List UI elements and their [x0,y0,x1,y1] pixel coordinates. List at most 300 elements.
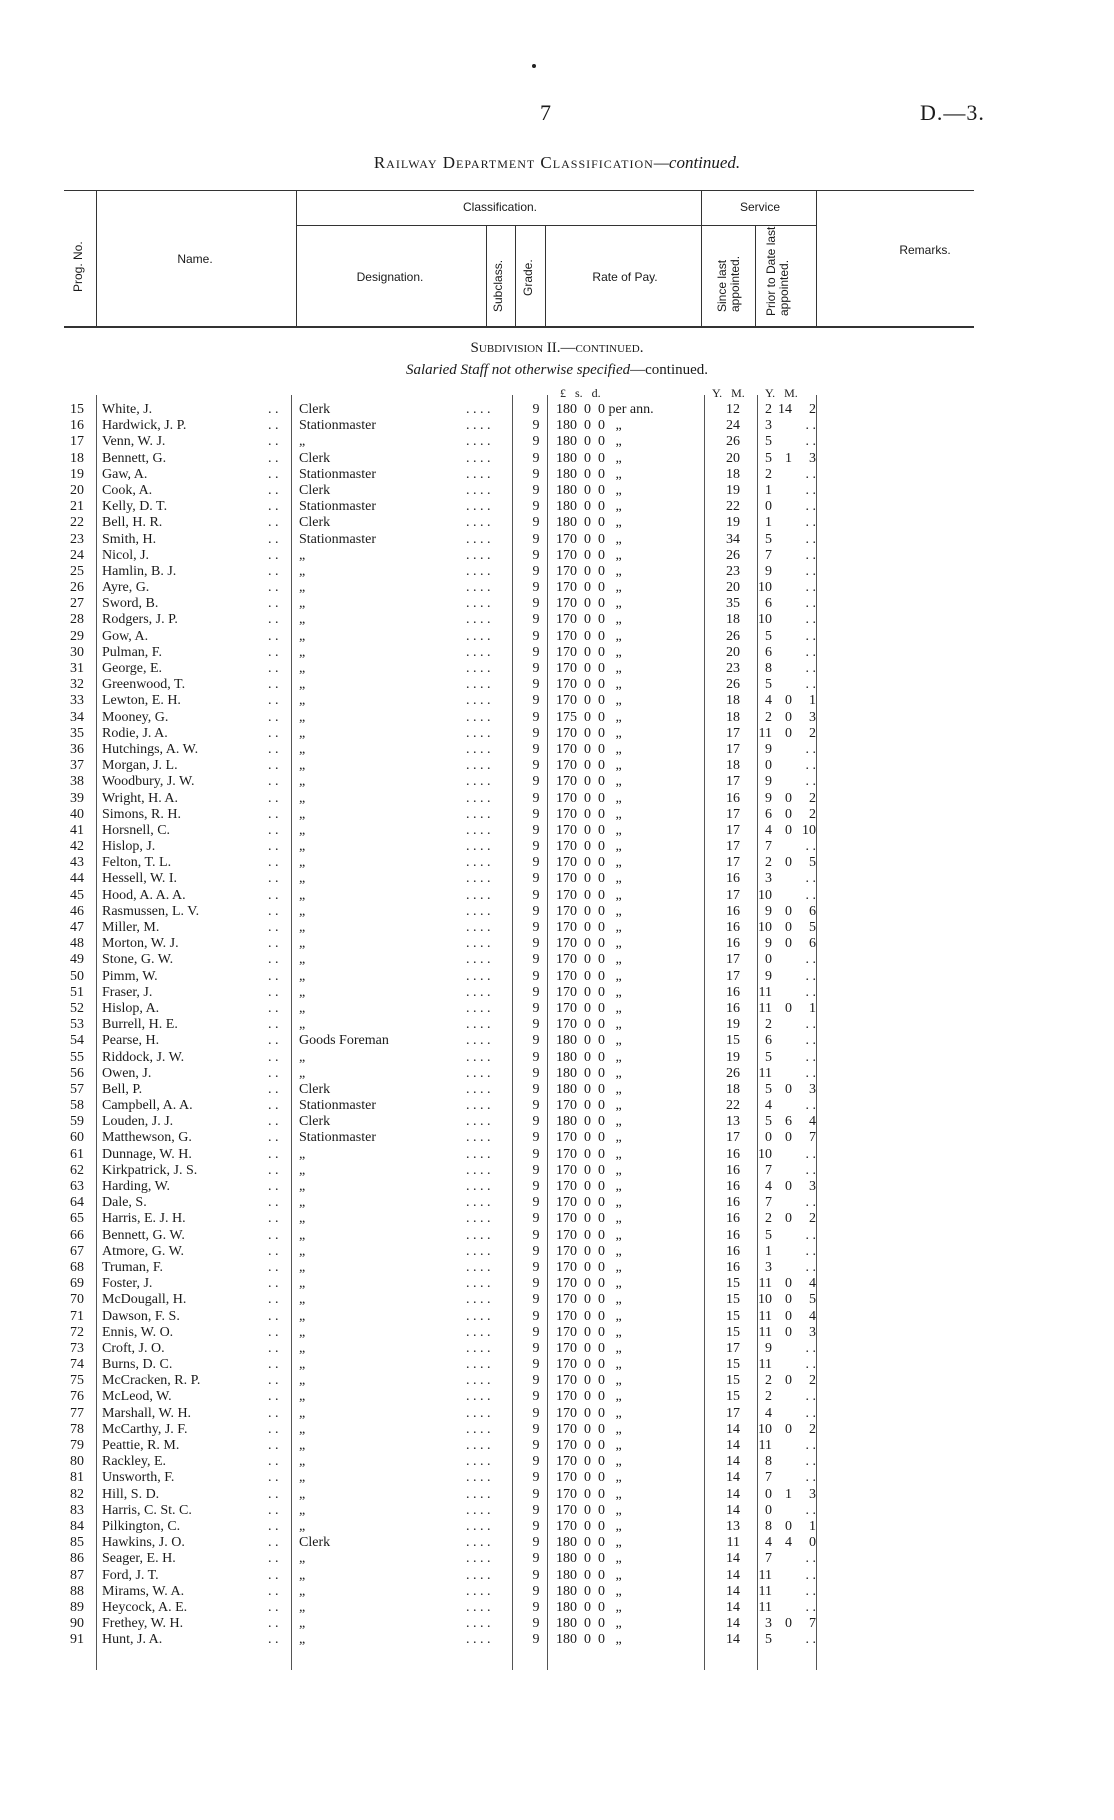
leader-dots: . . . . [466,1243,491,1259]
table-row [0,1438,1114,1454]
grade: 9 [532,984,540,1000]
prior-months: . . [805,547,816,563]
leader-dots: . . . . [466,1162,491,1178]
grade: 9 [532,1438,540,1453]
service-years: 16 [726,1146,740,1162]
designation: „ [299,1276,306,1292]
row-number: 58 [70,1098,84,1114]
service-years: 24 [726,418,740,434]
table-row [0,596,1114,612]
row-number: 53 [70,1017,84,1033]
rate-of-pay: 170 0 0 „ [556,693,622,709]
rate-of-pay: 170 0 0 „ [556,1000,622,1016]
table-row [0,1098,1114,1114]
service-months: 5 [765,434,772,450]
staff-name: Kirkpatrick, J. S. [102,1162,198,1178]
service-months: 2 [765,466,772,482]
service-months: 11 [758,1583,772,1599]
leader-dots: . . [268,661,279,676]
designation: Clerk [299,482,331,498]
grade: 9 [532,1308,540,1324]
grade: 9 [532,887,540,903]
rate-of-pay: 170 0 0 „ [556,1518,622,1534]
leader-dots: . . . . [466,434,491,450]
prior-years: 0 [785,1518,792,1534]
grade: 9 [532,1227,540,1243]
row-number: 46 [70,903,84,919]
designation: Stationmaster [299,499,376,515]
leader-dots: . . . . [466,1373,491,1389]
grade: 9 [532,822,540,838]
service-months: 4 [765,1535,772,1551]
service-years: 14 [726,1502,740,1518]
designation: „ [299,644,306,660]
staff-name: Burns, D. C. [102,1357,173,1373]
rate-of-pay: 170 0 0 „ [556,563,622,579]
prior-months: . . [805,1017,816,1033]
prior-years: 6 [785,1114,792,1130]
grade: 9 [532,741,540,757]
service-years: 16 [726,1211,740,1227]
table-row [0,888,1114,904]
leader-dots: . . [268,1470,279,1486]
staff-name: Campbell, A. A. [102,1098,193,1114]
row-number: 20 [70,482,84,498]
service-years: 19 [726,515,740,531]
rate-of-pay: 170 0 0 „ [556,531,622,547]
staff-name: Gow, A. [102,628,149,644]
row-number: 39 [70,790,84,806]
prior-months: . . [805,741,816,757]
row-number: 74 [70,1357,84,1373]
rate-of-pay: 170 0 0 „ [556,1454,622,1470]
designation: „ [299,1357,306,1373]
service-years: 17 [726,1130,740,1146]
service-months: 10 [758,920,772,935]
designation: „ [299,936,306,952]
rate-of-pay: 170 0 0 „ [556,1243,622,1259]
prior-years: 0 [785,693,792,709]
leader-dots: . . . . [466,563,491,579]
leader-dots: . . [268,1599,279,1615]
designation: „ [299,1454,306,1470]
designation: „ [299,1162,306,1178]
grade: 9 [532,434,540,450]
designation: „ [299,1421,306,1437]
service-years: 18 [726,466,740,482]
leader-dots: . . [268,1324,279,1340]
row-number: 55 [70,1049,84,1065]
designation: „ [299,758,306,774]
row-number: 21 [70,499,84,515]
table-row [0,499,1114,515]
staff-name: Ayre, G. [102,580,150,596]
service-months: 9 [765,774,772,790]
leader-dots: . . . . [466,1324,491,1340]
service-months: 5 [765,628,772,644]
table-row [0,612,1114,628]
table-row [0,985,1114,1001]
service-years: 18 [726,693,740,709]
leader-dots: . . [268,984,279,1000]
staff-name: Owen, J. [102,1065,152,1081]
grade: 9 [532,709,540,725]
staff-name: Miller, M. [102,920,160,935]
leader-dots: . . . . [466,596,491,612]
service-months: 7 [765,1470,772,1486]
table-row [0,532,1114,548]
leader-dots: . . [268,871,279,887]
designation: „ [299,1324,306,1340]
row-number: 65 [70,1211,84,1227]
leader-dots: . . . . [466,1421,491,1437]
designation: Clerk [299,450,331,466]
designation: „ [299,774,306,790]
leader-dots: . . . . [466,725,491,741]
grade: 9 [532,677,540,693]
prior-months: . . [805,774,816,790]
table-row [0,1114,1114,1130]
prior-years: 0 [785,1081,792,1097]
table-row [0,1568,1114,1584]
row-number: 67 [70,1243,84,1259]
table-row [0,1389,1114,1405]
designation: „ [299,677,306,693]
prior-years: 0 [785,855,792,871]
leader-dots: . . . . [466,920,491,935]
staff-name: Burrell, H. E. [102,1017,178,1033]
prior-years: 0 [785,1000,792,1016]
table-row [0,1033,1114,1049]
leader-dots: . . [268,1081,279,1097]
grade: 9 [532,580,540,596]
row-number: 54 [70,1033,84,1049]
prior-months: 3 [809,709,816,725]
rate-of-pay: 170 0 0 „ [556,1130,622,1146]
rate-of-pay: 170 0 0 „ [556,1195,622,1211]
rate-of-pay: 180 0 0 „ [556,418,622,434]
designation: Stationmaster [299,531,376,547]
leader-dots: . . . . [466,1017,491,1033]
table-row [0,434,1114,450]
prior-months: 2 [809,1373,816,1389]
staff-name: Dawson, F. S. [102,1308,180,1324]
staff-name: Morgan, J. L. [102,758,178,774]
grade: 9 [532,547,540,563]
leader-dots: . . . . [466,1292,491,1308]
leader-dots: . . . . [466,466,491,482]
rate-of-pay: 170 0 0 „ [556,1373,622,1389]
row-number: 15 [70,402,84,417]
staff-name: Frethey, W. H. [102,1616,184,1632]
row-number: 78 [70,1421,84,1437]
staff-name: Cook, A. [102,482,153,498]
staff-name: Gaw, A. [102,466,148,482]
service-months: 2 [765,1389,772,1405]
prior-months: . . [805,1259,816,1275]
grade: 9 [532,1551,540,1567]
prior-months: 3 [809,1081,816,1097]
prior-years: 0 [785,822,792,838]
leader-dots: . . . . [466,871,491,887]
prior-months: . . [805,1340,816,1356]
leader-dots: . . . . [466,547,491,563]
leader-dots: . . [268,758,279,774]
service-months: 0 [765,758,772,774]
rate-of-pay: 170 0 0 „ [556,1017,622,1033]
staff-name: Fraser, J. [102,984,153,1000]
prior-months: . . [805,839,816,855]
row-number: 30 [70,644,84,660]
service-years: 18 [726,709,740,725]
designation: „ [299,1551,306,1567]
row-number: 34 [70,709,84,725]
rate-of-pay: 170 0 0 „ [556,968,622,984]
leader-dots: . . [268,1308,279,1324]
designation: Clerk [299,1114,331,1130]
service-years: 12 [726,402,740,417]
rate-of-pay: 180 0 0 „ [556,1065,622,1081]
prior-months: . . [805,984,816,1000]
leader-dots: . . [268,1405,279,1421]
service-years: 14 [726,1486,740,1502]
designation: „ [299,920,306,935]
table-row [0,1244,1114,1260]
rate-of-pay: 170 0 0 „ [556,644,622,660]
row-number: 73 [70,1340,84,1356]
leader-dots: . . [268,1502,279,1518]
service-years: 22 [726,1098,740,1114]
rate-of-pay: 170 0 0 „ [556,1308,622,1324]
leader-dots: . . . . [466,984,491,1000]
designation: „ [299,1000,306,1016]
row-number: 63 [70,1179,84,1194]
leader-dots: . . . . [466,806,491,822]
service-years: 26 [726,547,740,563]
prior-years: 0 [785,1276,792,1292]
service-years: 14 [726,1599,740,1615]
designation: „ [299,628,306,644]
table-row [0,952,1114,968]
service-months: 0 [765,1502,772,1518]
prior-months: . . [805,644,816,660]
designation: „ [299,1632,306,1648]
row-number: 71 [70,1308,84,1324]
rate-of-pay: 175 0 0 „ [556,709,622,725]
grade: 9 [532,596,540,612]
service-years: 16 [726,790,740,806]
service-months: 10 [758,612,772,628]
row-number: 66 [70,1227,84,1243]
leader-dots: . . . . [466,1405,491,1421]
leader-dots: . . . . [466,790,491,806]
rate-of-pay: 180 0 0 „ [556,1551,622,1567]
leader-dots: . . . . [466,1583,491,1599]
leader-dots: . . . . [466,1502,491,1518]
table-row [0,1130,1114,1146]
leader-dots: . . [268,1454,279,1470]
service-months: 11 [758,1276,772,1292]
service-months: 5 [765,1049,772,1065]
prior-years: 0 [785,709,792,725]
leader-dots: . . [268,596,279,612]
service-months: 9 [765,741,772,757]
service-years: 16 [726,1259,740,1275]
title-continued: —continued. [653,153,741,172]
prior-months: 1 [809,693,816,709]
header-rate-of-pay: Rate of Pay. [592,270,658,284]
designation: „ [299,871,306,887]
rate-of-pay: 180 0 0 „ [556,1616,622,1632]
leader-dots: . . . . [466,1308,491,1324]
leader-dots: . . [268,1373,279,1389]
table-row [0,677,1114,693]
service-years: 16 [726,1243,740,1259]
grade: 9 [532,1405,540,1421]
designation: „ [299,1389,306,1405]
designation: „ [299,1243,306,1259]
service-years: 17 [726,806,740,822]
row-number: 51 [70,984,84,1000]
service-months: 8 [765,1454,772,1470]
grade: 9 [532,1421,540,1437]
row-number: 43 [70,855,84,871]
designation: „ [299,709,306,725]
leader-dots: . . [268,1130,279,1146]
rate-of-pay: 170 0 0 „ [556,1357,622,1373]
table-row [0,564,1114,580]
prior-years: 0 [785,1324,792,1340]
row-number: 48 [70,936,84,952]
service-years: 16 [726,1227,740,1243]
row-number: 28 [70,612,84,628]
leader-dots: . . . . [466,1357,491,1373]
staff-name: Atmore, G. W. [102,1243,185,1259]
service-years: 20 [726,644,740,660]
header-grade: Grade. [521,259,535,296]
service-months: 3 [765,1259,772,1275]
staff-name: Hislop, A. [102,1000,160,1016]
staff-name: Matthewson, G. [102,1130,192,1146]
leader-dots: . . [268,1518,279,1534]
leader-dots: . . . . [466,499,491,515]
row-number: 86 [70,1551,84,1567]
service-months: 10 [758,1292,772,1308]
row-number: 25 [70,563,84,579]
header-service: Service [739,200,780,214]
table-row [0,742,1114,758]
rate-of-pay: 170 0 0 „ [556,1146,622,1162]
service-years: 16 [726,1179,740,1194]
prior-months: 0 [809,1535,816,1551]
leader-dots: . . [268,806,279,822]
table-row [0,1406,1114,1422]
staff-name: Harris, C. St. C. [102,1502,192,1518]
designation: „ [299,839,306,855]
leader-dots: . . . . [466,1567,491,1583]
staff-name: Stone, G. W. [102,952,174,968]
grade: 9 [532,1081,540,1097]
designation: Stationmaster [299,466,376,482]
rate-of-pay: 170 0 0 „ [556,1259,622,1275]
header-classification: Classification. [462,200,538,214]
leader-dots: . . [268,1146,279,1162]
leader-dots: . . [268,644,279,660]
leader-dots: . . . . [466,693,491,709]
table-row [0,1519,1114,1535]
prior-months: . . [805,1632,816,1648]
staff-name: Bennett, G. [102,450,167,466]
leader-dots: . . . . [466,1454,491,1470]
staff-name: Morton, W. J. [102,936,179,952]
grade: 9 [532,1276,540,1292]
rate-of-pay: 170 0 0 „ [556,984,622,1000]
table-row [0,1017,1114,1033]
leader-dots: . . . . [466,758,491,774]
service-years: 22 [726,499,740,515]
service-years: 14 [726,1551,740,1567]
table-row [0,1309,1114,1325]
prior-years: 0 [785,1179,792,1194]
prior-months: 1 [809,1000,816,1016]
staff-name: Wright, H. A. [102,790,179,806]
staff-name: Pimm, W. [102,968,158,984]
ink-dot [532,64,536,68]
row-number: 22 [70,515,84,531]
grade: 9 [532,1616,540,1632]
service-months: 0 [765,952,772,968]
designation: „ [299,968,306,984]
designation: „ [299,693,306,709]
table-row [0,1632,1114,1648]
designation: „ [299,1017,306,1033]
table-row [0,1341,1114,1357]
prior-years: 0 [785,936,792,952]
prior-months: . . [805,434,816,450]
staff-name: Marshall, W. H. [102,1405,192,1421]
leader-dots: . . . . [466,1033,491,1049]
rate-of-pay: 170 0 0 „ [556,871,622,887]
prior-years: 0 [785,903,792,919]
row-number: 62 [70,1162,84,1178]
leader-dots: . . [268,531,279,547]
row-number: 84 [70,1518,84,1534]
service-years: 19 [726,482,740,498]
leader-dots: . . . . [466,1276,491,1292]
service-years: 15 [726,1292,740,1308]
leader-dots: . . . . [466,1049,491,1065]
rate-of-pay: 180 0 0 „ [556,1535,622,1551]
service-years: 34 [726,531,740,547]
leader-dots: . . [268,515,279,531]
service-months: 7 [765,547,772,563]
rate-of-pay: 170 0 0 „ [556,855,622,871]
grade: 9 [532,1470,540,1486]
service-months: 9 [765,563,772,579]
row-number: 44 [70,871,84,887]
prior-months: 1 [809,1518,816,1534]
table-row [0,920,1114,936]
service-months: 11 [758,1065,772,1081]
table-row [0,402,1114,418]
designation: „ [299,1470,306,1486]
staff-name: Ennis, W. O. [102,1324,174,1340]
service-months: 2 [765,1211,772,1227]
row-number: 49 [70,952,84,968]
staff-name: Horsnell, C. [102,822,171,838]
designation: „ [299,903,306,919]
prior-years: 0 [785,806,792,822]
